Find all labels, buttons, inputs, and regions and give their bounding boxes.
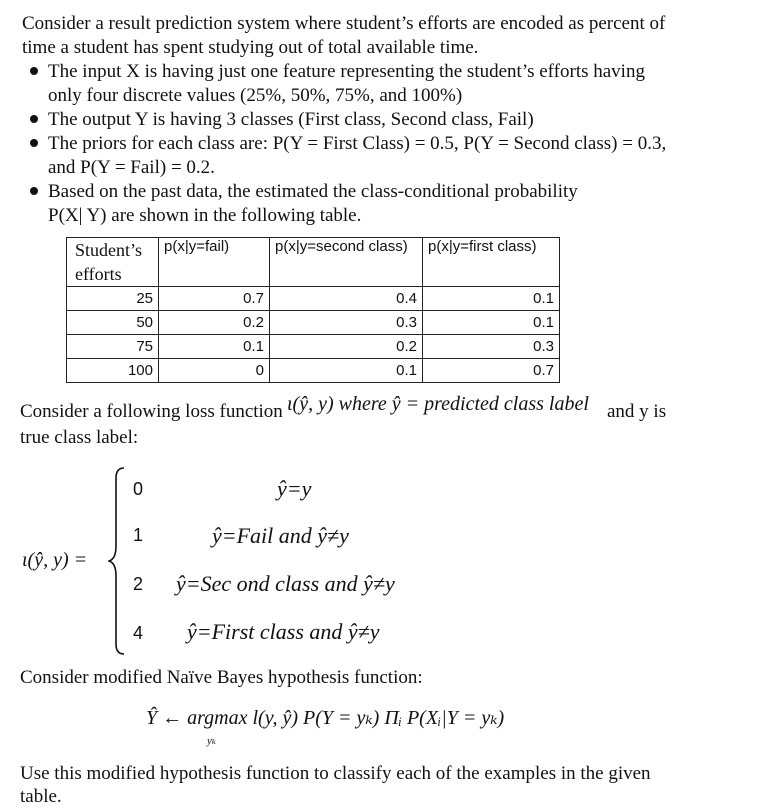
bullet-dot — [30, 67, 38, 75]
hypothesis-formula: Ŷ ← argmax l(y, ŷ) P(Y = yₖ) Πᵢ P(Xᵢ|Y = yₖ) — [146, 707, 505, 729]
intro-line-2: time a student has spent studying out of total available time. — [22, 37, 479, 58]
table-header-row — [67, 238, 560, 287]
cell: 0.2 — [270, 335, 423, 359]
bullet-1-line-2: only four discrete values (25%, 50%, 75%, and 100%) — [48, 85, 463, 106]
cell: 0.2 — [159, 311, 270, 335]
hypothesis-intro: Consider modified Naïve Bayes hypothesis function: — [20, 667, 423, 688]
bullet-4-line-2: P(X| Y) are shown in the following table. — [48, 205, 362, 226]
case-condition: ŷ=Fail and ŷ≠y — [212, 523, 349, 548]
loss-intro-line-2: true class label: — [20, 427, 139, 448]
cell: 50 — [67, 311, 159, 335]
cell: 0.1 — [423, 311, 560, 335]
cell: 0.7 — [423, 359, 560, 383]
bullet-3-line-1: The priors for each class are: P(Y = First Class) = 0.5, P(Y = Second class) = 0.3, — [48, 133, 667, 154]
case-value: 4 — [133, 623, 144, 643]
cell: 0 — [159, 359, 270, 383]
header-fail: p(x|y=fail) — [159, 238, 270, 287]
left-brace — [108, 466, 128, 656]
cell: 0.1 — [423, 287, 560, 311]
cell: 25 — [67, 287, 159, 311]
bullet-2-line-1: The output Y is having 3 classes (First class, Second class, Fail) — [48, 109, 534, 130]
conclusion-line-2: table. — [20, 786, 62, 807]
cell: 100 — [67, 359, 159, 383]
bullet-dot — [30, 187, 38, 195]
cell: 0.1 — [159, 335, 270, 359]
loss-intro-prefix: Consider a following loss function — [20, 401, 283, 422]
intro-line-1: Consider a result prediction system where student’s efforts are encoded as percent of — [22, 13, 666, 34]
case-condition: ŷ=y — [277, 476, 312, 501]
cell: 0.1 — [270, 359, 423, 383]
header-second-class: p(x|y=second class) — [270, 238, 423, 287]
bullet-dot — [30, 139, 38, 147]
table-row — [67, 287, 560, 311]
conditional-probability-table — [66, 237, 560, 383]
table-row — [67, 335, 560, 359]
case-value: 0 — [133, 479, 144, 499]
bullet-3-line-2: and P(Y = Fail) = 0.2. — [48, 157, 215, 178]
argmax-subscript: yₖ — [207, 735, 216, 747]
case-value: 2 — [133, 574, 144, 594]
loss-lhs: ι(ŷ, y) = — [22, 549, 88, 571]
table-row — [67, 311, 560, 335]
case-value: 1 — [133, 525, 144, 545]
case-condition: ŷ=First class and ŷ≠y — [187, 619, 380, 644]
conclusion-line-1: Use this modified hypothesis function to classify each of the examples in the given — [20, 763, 651, 784]
cell: 0.4 — [270, 287, 423, 311]
cell: 0.3 — [270, 311, 423, 335]
bullet-4-line-1: Based on the past data, the estimated the class-conditional probability — [48, 181, 578, 202]
header-efforts: Student’s efforts — [67, 238, 159, 287]
bullet-dot — [30, 115, 38, 123]
cell: 0.3 — [423, 335, 560, 359]
bullet-1-line-1: The input X is having just one feature representing the student’s efforts having — [48, 61, 645, 82]
case-condition: ŷ=Sec ond class and ŷ≠y — [176, 571, 395, 596]
loss-intro-suffix: and y is — [607, 401, 667, 422]
header-first-class: p(x|y=first class) — [423, 238, 560, 287]
table-row — [67, 359, 560, 383]
cell: 0.7 — [159, 287, 270, 311]
cell: 75 — [67, 335, 159, 359]
loss-intro-formula: ι(ŷ, y) where ŷ = predicted class label — [287, 393, 589, 415]
